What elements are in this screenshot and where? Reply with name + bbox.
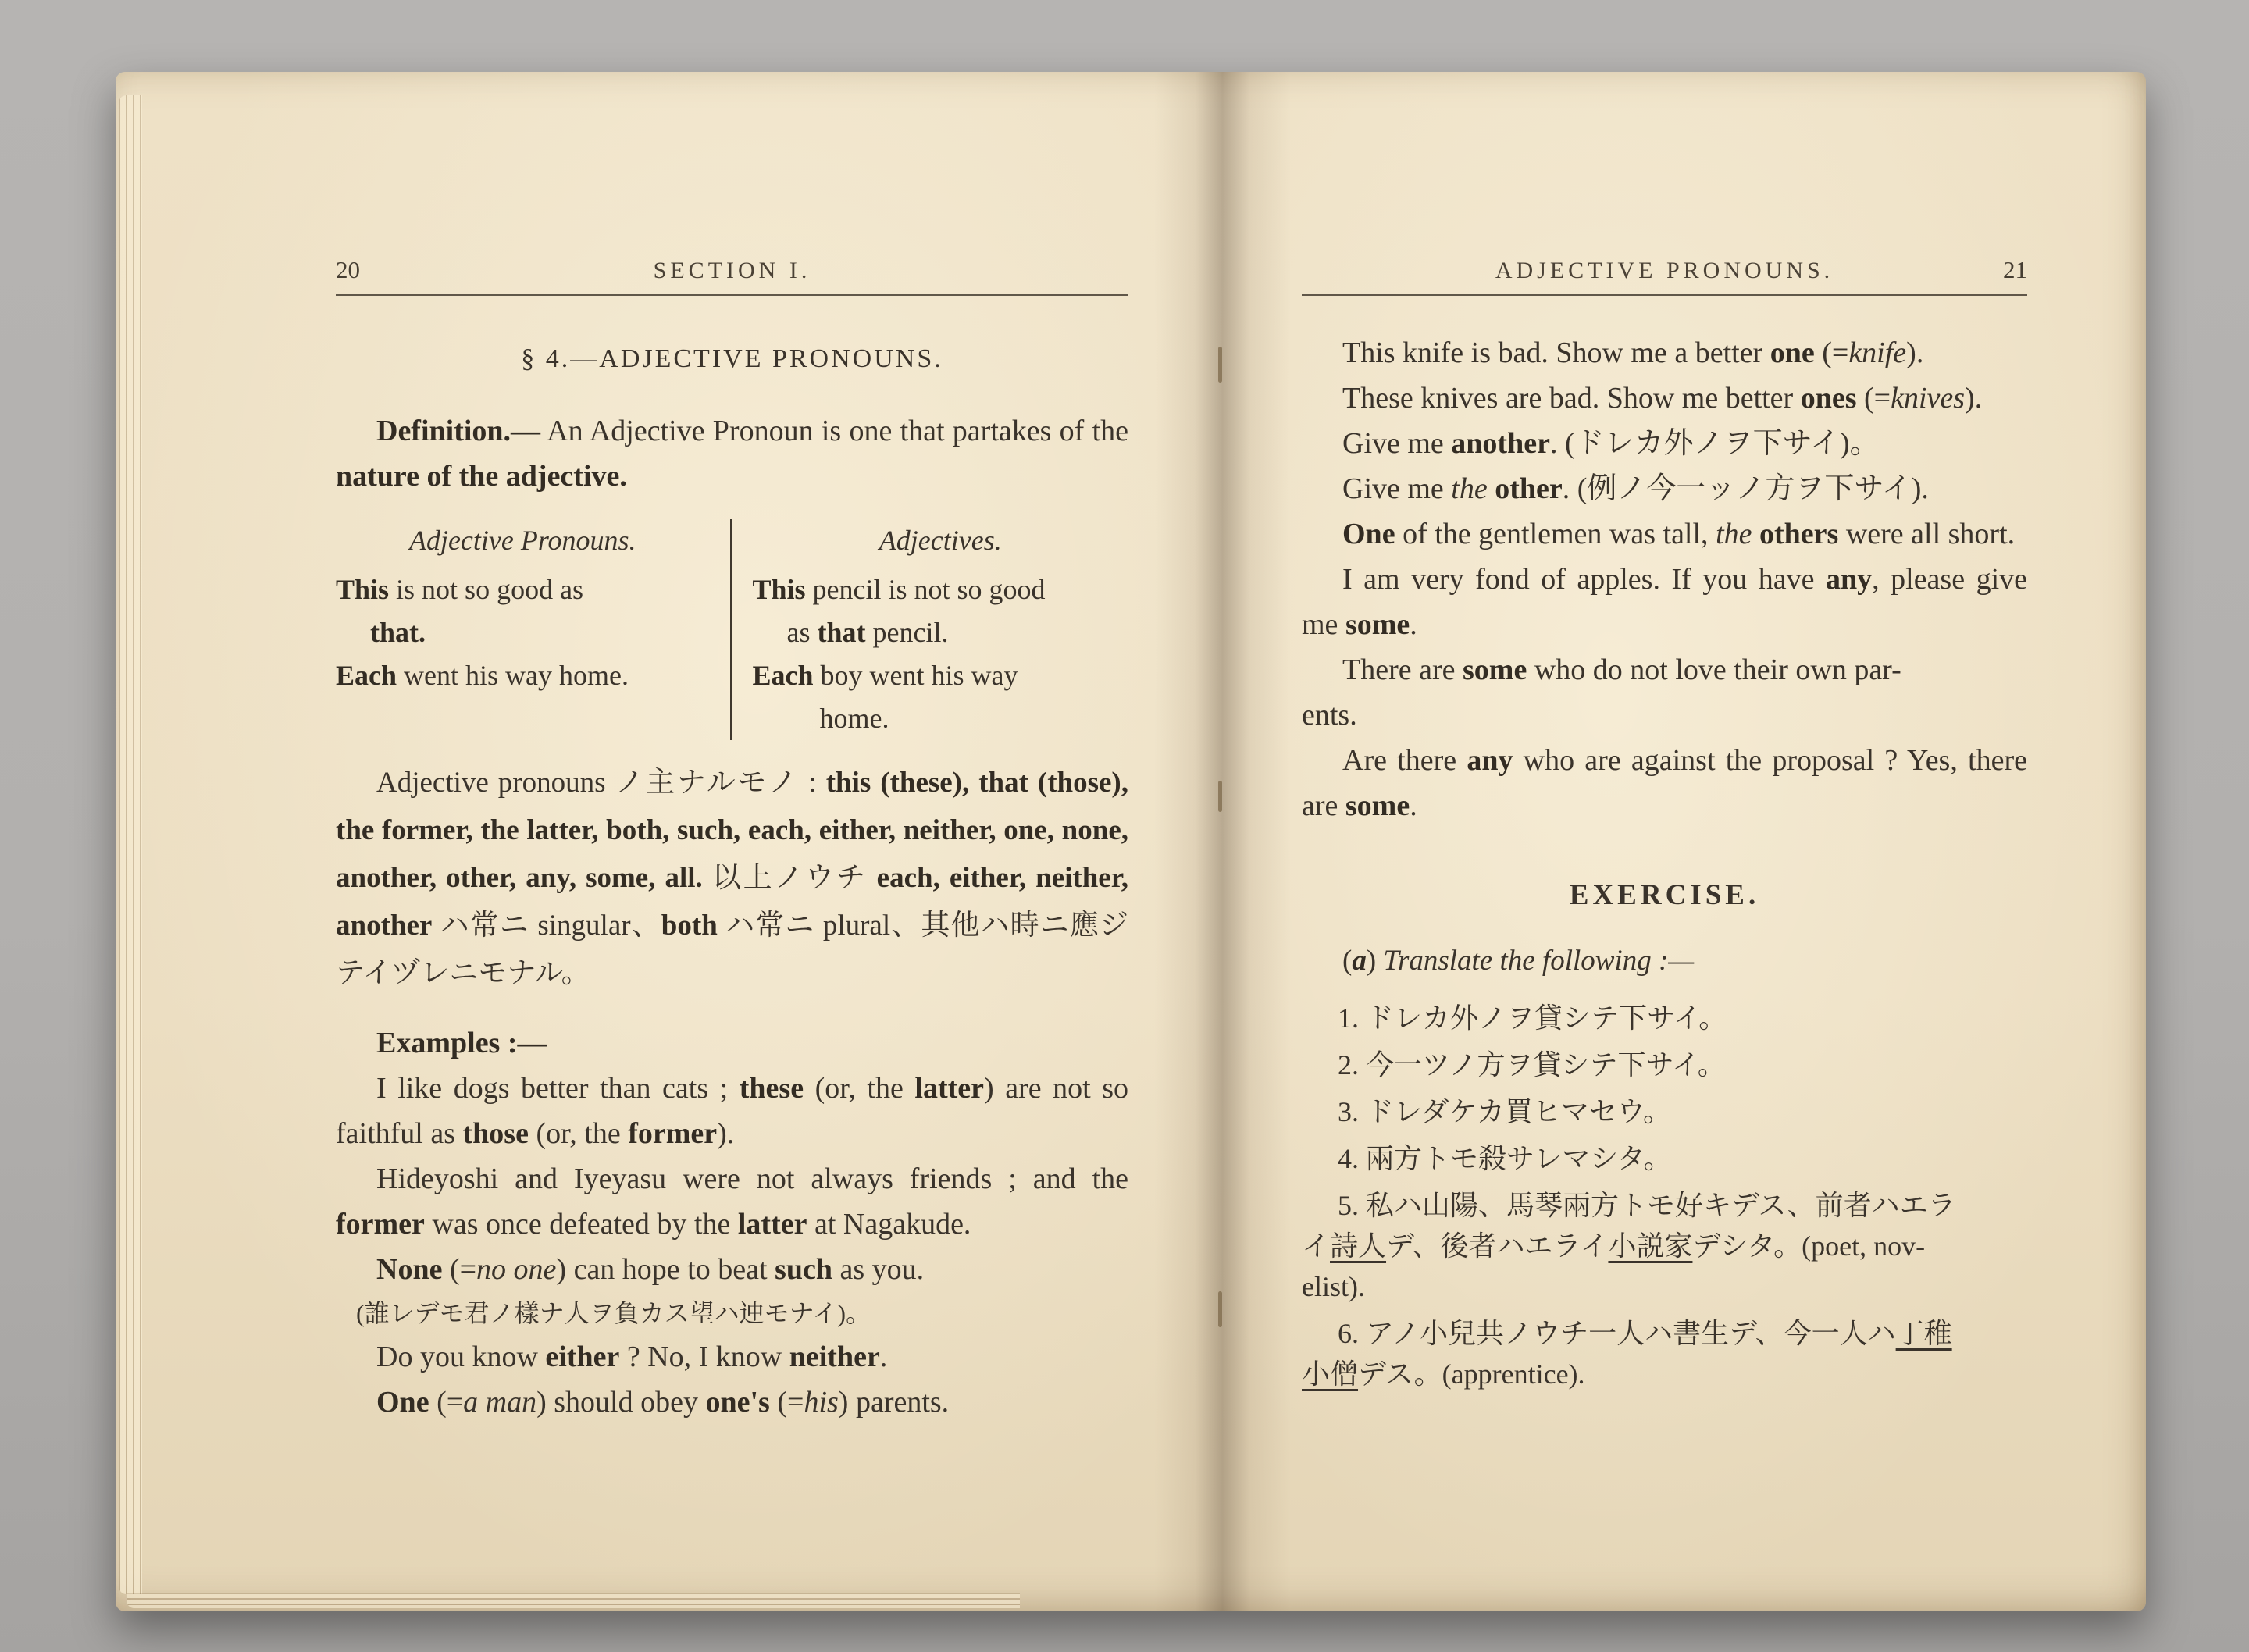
exercise-item: 6. アノ小兒共ノウチ一人ハ書生デ、今一人ハ丁稚 小僧デス。(apprentice). <box>1302 1318 1952 1390</box>
left-page-header <box>336 256 1128 284</box>
table-line: This pencil is not so good <box>752 574 1046 605</box>
exercise-item: 3. ドレダケカ買ヒマセウ。 <box>1338 1096 1671 1127</box>
body-sentence: One of the gentlemen was tall, the others were all short. <box>1342 518 2016 550</box>
comparison-table <box>336 519 1128 740</box>
japanese-gloss: (誰レデモ君ノ樣ナ人ヲ負カス望ハ迚モナイ)。 <box>356 1299 871 1327</box>
page-number: 20 <box>336 256 360 283</box>
body-sentence: I am very fond of apples. If you have any, please give me some. <box>1302 563 2028 641</box>
section-title: § 4.—ADJECTIVE PRONOUNS. <box>521 344 943 373</box>
exercise-item: 5. 私ハ山陽、馬琴兩方トモ好キデス、前者ハエラ イ詩人デ、後者ハエライ小説家デシタ。(poet, nov- elist). <box>1302 1190 1956 1302</box>
exercise-item: 4. 兩方トモ殺サレマシタ。 <box>1338 1143 1672 1174</box>
binding-thread <box>1218 1291 1222 1327</box>
example-sentence: Hideyoshi and Iyeyasu were not always friends ; and the former was once defeated by the latter at Nagakude. <box>336 1162 1128 1241</box>
definition-paragraph: Definition.— An Adjective Pronoun is one that partakes of the nature of the adjective. <box>336 415 1128 493</box>
body-sentence: Give me another. (ドレカ外ノヲ下サイ)。 <box>1342 427 1880 460</box>
exercise-item: 2. 今一ツノ方ヲ貸シテ下サイ。 <box>1338 1049 1726 1081</box>
table-line: home. <box>819 703 889 734</box>
example-sentence: I like dogs better than cats ; these (or, the latter) are not so faithful as those (or, the former). <box>336 1072 1128 1150</box>
right-page <box>1221 72 2146 1611</box>
right-page-header <box>1302 256 2027 284</box>
body-sentence: These knives are bad. Show me better ones (=knives). <box>1342 382 1983 415</box>
exercise-item: 1. ドレカ外ノヲ貸シテ下サイ。 <box>1338 1002 1727 1034</box>
body-sentence: There are some who do not love their own par- ents. <box>1302 653 1901 732</box>
binding-thread <box>1218 347 1222 383</box>
page-number: 21 <box>2003 256 2027 283</box>
table-line: This is not so good as <box>336 574 584 605</box>
exercise-heading: EXERCISE. <box>1569 879 1760 911</box>
body-sentence: Are there any who are against the proposal ? Yes, there are some. <box>1302 744 2027 822</box>
header-rule <box>336 294 1128 296</box>
book-gutter <box>1154 72 1291 1611</box>
column-header: Adjective Pronouns. <box>408 525 636 556</box>
exercise-instruction: (a) Translate the following :— <box>1342 945 1695 977</box>
examples-heading: Examples :— <box>376 1027 547 1059</box>
table-line: Each went his way home. <box>336 660 629 691</box>
running-header: SECTION I. <box>653 258 811 283</box>
header-rule <box>1302 294 2027 296</box>
body-sentence: Give me the other. (例ノ今一ッノ方ヲ下サイ). <box>1342 472 1929 505</box>
book-spread <box>116 72 2146 1611</box>
body-sentence: This knife is bad. Show me a better one (=knife). <box>1342 336 1924 369</box>
table-line: that. <box>370 617 426 648</box>
example-sentence: Do you know either ? No, I know neither. <box>376 1340 888 1373</box>
table-column-adjectives <box>732 519 1129 740</box>
column-header: Adjectives. <box>879 525 1002 556</box>
table-line: Each boy went his way <box>752 660 1018 691</box>
table-column-adjective-pronouns <box>336 519 732 740</box>
table-line: as that pencil. <box>786 617 949 648</box>
binding-thread <box>1218 781 1222 812</box>
example-sentence: One (=a man) should obey one's (=his) parents. <box>376 1386 950 1419</box>
grammar-note: Adjective pronouns ノ主ナルモノ : this (these), that (those), the former, the latter, both, such, each, either, neither, one, none, another, other, any, some, all. 以上ノウチ each, either, neither, another ハ常ニ singular、both ハ常ニ plural、其他ハ時ニ應ジテイヅレニモナル。 <box>336 767 1129 989</box>
example-sentence: None (=no one) can hope to beat such as you. <box>376 1253 925 1286</box>
left-page <box>116 72 1221 1611</box>
running-header: ADJECTIVE PRONOUNS. <box>1495 258 1834 283</box>
